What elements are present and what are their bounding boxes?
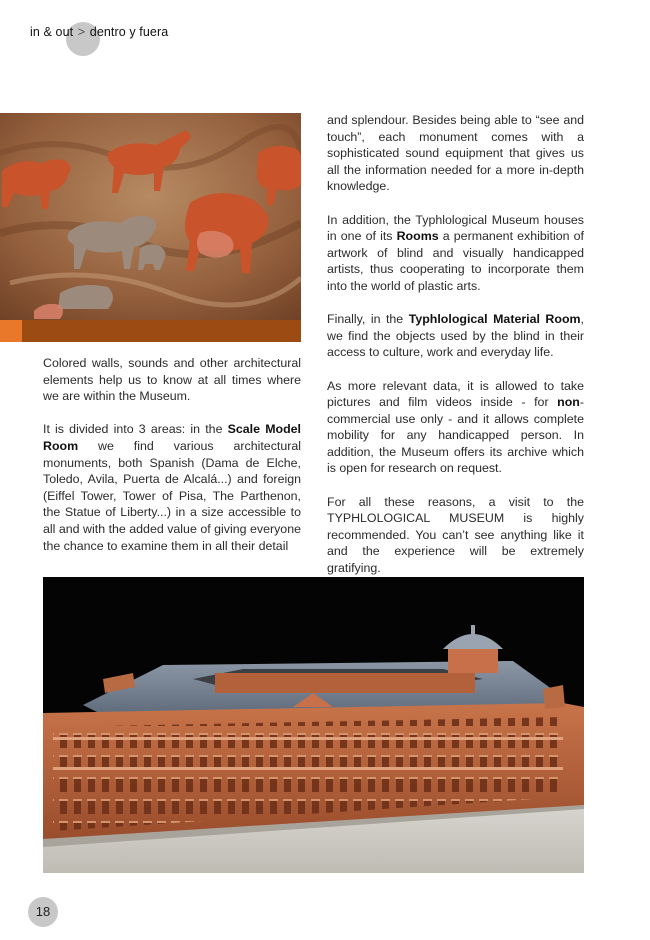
palace-scale-model-photo	[43, 577, 584, 873]
right-paragraph-2	[327, 212, 584, 295]
right-paragraph-3-start: Finally, in the	[327, 312, 409, 327]
right-paragraph-4-end: -commercial use only - and it allows complete mobility for any handicapped person. In addition, the Museum offers its archive which is open for research on request.	[327, 395, 584, 476]
page-number-badge	[28, 897, 58, 927]
accent-bar-brown	[22, 320, 301, 342]
accent-bar	[0, 320, 301, 342]
right-paragraph-2-start: In addition, the Typhlological Museum houses in one of its	[327, 212, 584, 244]
cave-painting-photo	[0, 113, 301, 320]
material-room-bold: Typhlological Material Room	[408, 312, 581, 327]
running-header	[30, 22, 330, 44]
accent-bar-orange	[0, 320, 22, 342]
right-paragraph-4	[327, 378, 584, 478]
right-paragraph-5: For all these reasons, a visit to the TYPHLOLOGICAL MUSEUM is highly recommended. You can’t see anything like it and the experience will be extremely gratifying.	[327, 494, 584, 576]
left-paragraph-2-end: we find various architectural monuments, both Spanish (Dama de Elche, Toledo, Avila, Puerta de Alcalá...) and foreign (Eiffel Tower, Tower of Pisa, The Parthenon, the Statue of Liberty...) in a size accessible to all and with the added value of giving everyone the chance to examine them in all their detail	[43, 438, 301, 553]
right-paragraph-4-start: As more relevant data, it is allowed to take pictures and film videos inside - for	[327, 378, 584, 410]
header-section: in & out	[30, 25, 74, 39]
right-paragraph-1: and splendour. Besides being able to “see and touch”, each monument comes with a sophisticated sound equipment that gives us all the information needed for a more in-depth knowledge.	[327, 113, 584, 194]
header-separator: >	[77, 25, 86, 39]
right-paragraph-3	[327, 311, 584, 361]
scale-model-room-bold: Scale Model Room	[43, 422, 301, 453]
left-paragraph-1: Colored walls, sounds and other architectural elements help us to know at all times where we are within the Museum.	[43, 356, 301, 404]
header-subsection: dentro y fuera	[89, 25, 169, 39]
non-bold: non	[557, 395, 580, 410]
left-paragraph-2	[43, 421, 301, 554]
header-text	[30, 25, 168, 39]
right-paragraph-3-end: , we find the objects used by the blind in their access to culture, work and everyday life.	[327, 312, 584, 360]
cave-painting-illustration	[0, 113, 301, 320]
left-text-column	[43, 355, 301, 571]
left-paragraph-2-start: It is divided into 3 areas: in the	[43, 422, 228, 437]
page-number: 18	[35, 904, 51, 919]
right-text-column	[327, 112, 584, 593]
palace-model-illustration	[43, 577, 584, 873]
rooms-bold: Rooms	[396, 229, 439, 244]
right-paragraph-2-end: a permanent exhibition of artwork of blind and visually handicapped artists, thus cooperating to incorporate them into the world of plastic arts.	[327, 229, 584, 293]
